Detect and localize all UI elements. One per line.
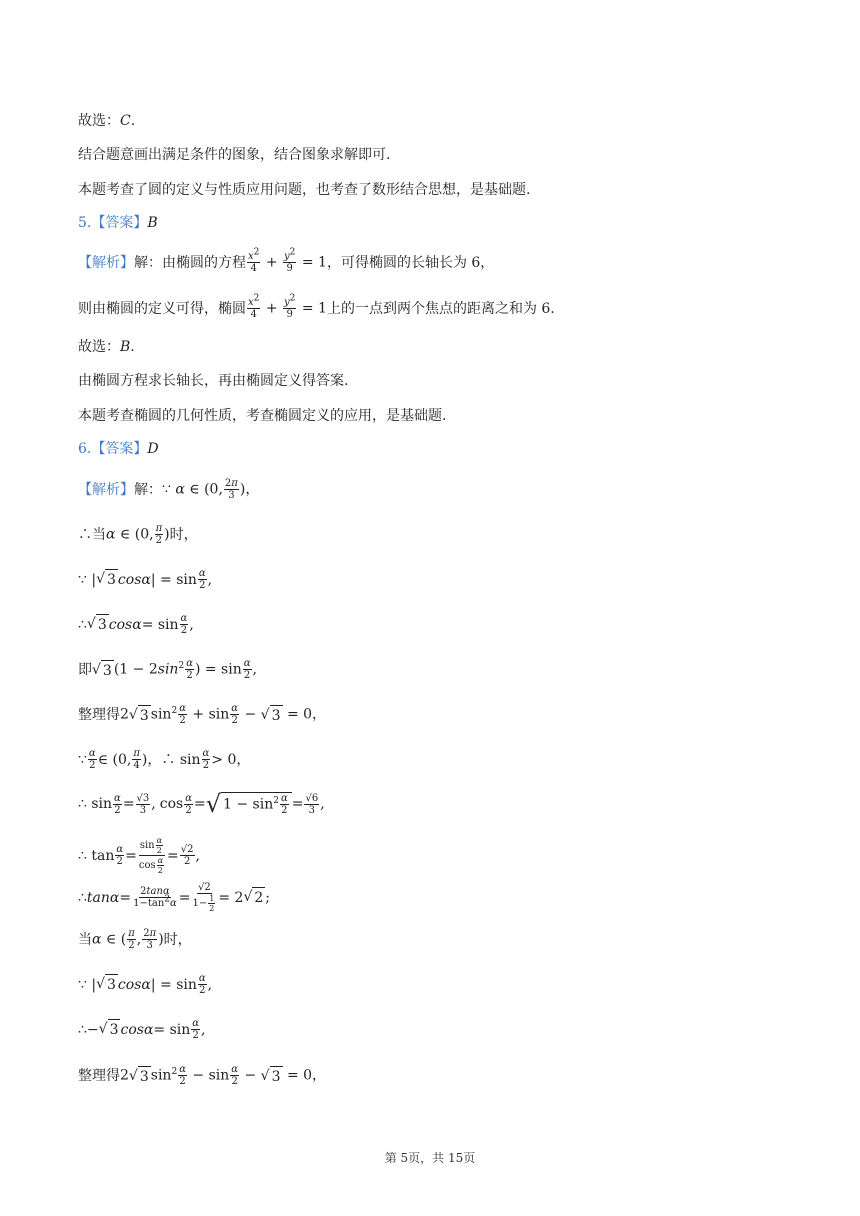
math-line: ∴ tan $\frac{\alpha}{2}$ = sin $\frac{\alpha}{2}$ cos $\frac{\alpha}{2}$ = $\frac{√2}{2}$ , bbox=[78, 836, 200, 875]
math-line: ∴− √ 3 cosα = sin $\frac{\alpha}{2}$ , bbox=[78, 1018, 206, 1041]
text-line: 结合题意画出满足条件的图象，结合图象求解即可. bbox=[78, 147, 391, 163]
math-expression: ∵ α ∈ (0, $\frac{2\pi}{3}$ )， bbox=[162, 478, 260, 501]
math-expression: α ∈ (0, $\frac{\pi}{2}$ ) bbox=[106, 523, 170, 546]
text-line: 整理得 2 √ 3 $\sin^2$ $\frac{\alpha}{2}$ − sin $\frac{\alpha}{2}$ − √ 3 = 0， bbox=[78, 1064, 327, 1087]
text-line: 本题考查椭圆的几何性质，考查椭圆定义的应用，是基础题. bbox=[78, 408, 447, 424]
text-line: 当 α ∈ ( $\frac{\pi}{2}$ , $\frac{2\pi}{3}$ ) 时， bbox=[78, 928, 192, 951]
math-line: ∴ tanα = $\frac{2\tan\alpha}{1-\tan^2\alpha}$ = √2 1− $\frac{1}{2}$ = 2 √ 2 ; bbox=[78, 882, 271, 913]
text-line: 故选： C . bbox=[78, 113, 136, 129]
answer-heading: 6. 【答案】 D bbox=[78, 441, 159, 457]
answer-heading: 5. 【答案】 B bbox=[78, 215, 158, 231]
math-line: ∵ $\frac{\alpha}{2}$ ∈ (0, $\frac{\pi}{4}$ )，∴ sin $\frac{\alpha}{2}$ > 0， bbox=[78, 748, 251, 771]
math-expression: $\frac{x^2}{4}$ + $\frac{y^2}{9}$ = 1 bbox=[248, 247, 327, 274]
text-line: 即 √ 3 ($1 - 2\sin^2$ $\frac{\alpha}{2}$ ) = sin $\frac{\alpha}{2}$ , bbox=[78, 658, 257, 681]
math-line: ∴ sin $\frac{\alpha}{2}$ = $\frac{√3}{3}$ , cos $\frac{\alpha}{2}$ = √ $1 - \sin^2$ $\frac{\alpha}{2}$ = $\frac{√6}{3}$ , bbox=[78, 790, 325, 818]
math-line: ∴ √ 3 cosα = sin $\frac{\alpha}{2}$ , bbox=[78, 613, 194, 636]
math-line: ∵ | √ 3 cosα | = sin $\frac{\alpha}{2}$ , bbox=[78, 973, 213, 996]
text-line: 由椭圆方程求长轴长，再由椭圆定义得答案. bbox=[78, 373, 349, 389]
page-footer: 第 5页，共 15页 bbox=[384, 1151, 476, 1165]
text-line: ∴当 α ∈ (0, $\frac{\pi}{2}$ ) 时， bbox=[78, 523, 198, 546]
math-expression: 2 √ 3 $\sin^2$ $\frac{\alpha}{2}$ + sin $\frac{\alpha}{2}$ − √ 3 = 0， bbox=[120, 703, 327, 726]
text-line: 【解析】 解： ∵ α ∈ (0, $\frac{2\pi}{3}$ )， bbox=[78, 478, 260, 501]
text-line: 本题考查了圆的定义与性质应用问题，也考查了数形结合思想，是基础题. bbox=[78, 182, 531, 198]
math-expression: $\frac{x^2}{4}$ + $\frac{y^2}{9}$ = 1 bbox=[248, 293, 327, 320]
text-line: 整理得 2 √ 3 $\sin^2$ $\frac{\alpha}{2}$ + sin $\frac{\alpha}{2}$ − √ 3 = 0， bbox=[78, 703, 327, 726]
text-line: 故选： B . bbox=[78, 339, 135, 355]
math-expression: 2 √ 3 $\sin^2$ $\frac{\alpha}{2}$ − sin $\frac{\alpha}{2}$ − √ 3 = 0， bbox=[120, 1064, 327, 1087]
math-expression: √ 3 ($1 - 2\sin^2$ $\frac{\alpha}{2}$ ) = sin $\frac{\alpha}{2}$ , bbox=[92, 658, 257, 681]
text-line: 【解析】 解：由椭圆的方程 $\frac{x^2}{4}$ + $\frac{y^2}{9}$ = 1 ，可得椭圆的长轴长为 6， bbox=[78, 247, 495, 274]
math-line: ∵ | √ 3 cosα | = sin $\frac{\alpha}{2}$ , bbox=[78, 568, 213, 591]
math-expression: α ∈ ( $\frac{\pi}{2}$ , $\frac{2\pi}{3}$ ) bbox=[92, 928, 164, 951]
text-line: 则由椭圆的定义可得，椭圆 $\frac{x^2}{4}$ + $\frac{y^2}{9}$ = 1 上的一点到两个焦点的距离之和为 6. bbox=[78, 293, 555, 320]
